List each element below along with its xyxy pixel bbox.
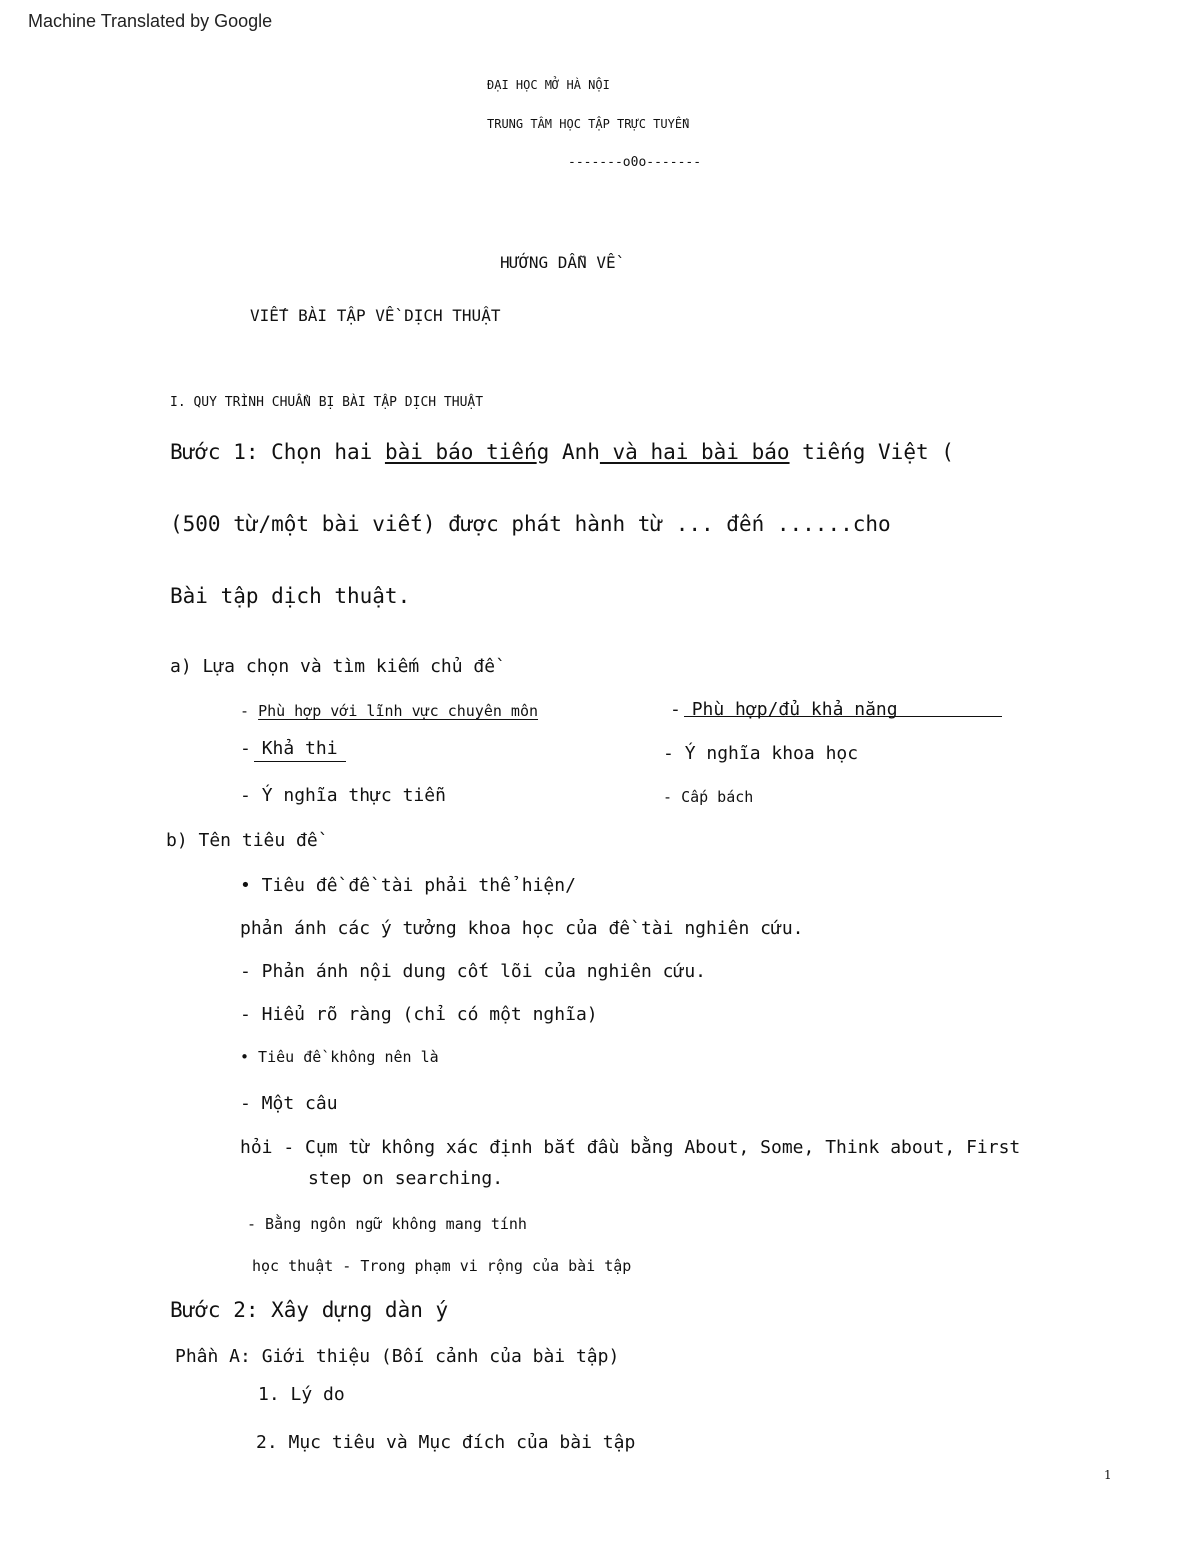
criterion-right-3 (663, 788, 753, 806)
criterion-dash: - (663, 743, 685, 764)
criterion-right-2 (663, 743, 858, 764)
part-a-heading: Phần A: Giới thiệu (Bối cảnh của bài tập) (175, 1346, 620, 1367)
title-rule-line: hỏi - Cụm từ không xác định bắt đầu bằng About, Some, Think about, First (240, 1137, 1021, 1158)
step1-line2: (500 từ/một bài viết) được phát hành từ ... đến ......cho (170, 512, 891, 536)
doc-title-line2: VIẾT BÀI TẬP VỀ DỊCH THUẬT (250, 306, 501, 325)
step1-text-a: Bước 1: Chọn hai (170, 440, 385, 464)
criterion-text: Ý nghĩa khoa học (684, 743, 859, 764)
criterion-dash: - (240, 702, 259, 720)
part-a-item: 2. Mục tiêu và Mục đích của bài tập (256, 1432, 636, 1453)
criterion-text: Ý nghĩa thực tiễn (261, 785, 446, 806)
topic-selection-heading: a) Lựa chọn và tìm kiếm chủ đề (170, 656, 496, 677)
title-rule-line: phản ánh các ý tưởng khoa học của đề tài nghiên cứu. (240, 918, 804, 939)
step1-text-d: và hai bài báo (599, 440, 790, 464)
criterion-text: Cấp bách (681, 788, 754, 806)
criterion-text: Khả thi (261, 738, 338, 759)
machine-translated-watermark: Machine Translated by Google (28, 11, 273, 31)
criterion-dash: - (240, 785, 262, 806)
title-rule-line: - Bằng ngôn ngữ không mang tính (247, 1215, 527, 1233)
criterion-text: Phù hợp/đủ khả năng (691, 699, 898, 720)
title-rule-line: - Hiểu rõ ràng (chỉ có một nghĩa) (240, 1004, 598, 1025)
criterion-left-2 (240, 738, 338, 759)
step1-text-e: tiếng Việt ( (789, 440, 954, 464)
step1-line1 (170, 440, 954, 464)
criterion-dash: - (663, 788, 682, 806)
university-name: ĐẠI HỌC MỞ HÀ NỘI (487, 78, 610, 92)
criterion-left-1 (240, 702, 538, 720)
section-heading: I. QUY TRÌNH CHUẨN BỊ BÀI TẬP DỊCH THUẬT (170, 395, 484, 410)
title-rule-line: step on searching. (308, 1168, 504, 1189)
title-rule-line: học thuật - Trong phạm vi rộng của bài tập (252, 1257, 632, 1275)
title-rule-line: - Một câu (240, 1093, 338, 1114)
doc-title-line1: HƯỚNG DẪN VỀ (500, 253, 616, 272)
page-number: 1 (1104, 1468, 1112, 1482)
center-name: TRUNG TÂM HỌC TẬP TRỰC TUYẾN (487, 117, 690, 131)
criterion-left-3 (240, 785, 446, 806)
step1-line3: Bài tập dịch thuật. (170, 584, 411, 608)
criterion-underline (254, 761, 346, 762)
title-rule-line: • Tiêu đề không nên là (240, 1048, 439, 1066)
step1-text-c: g Anh (536, 440, 600, 464)
criterion-dash: - (670, 699, 692, 720)
criterion-text: Phù hợp với lĩnh vực chuyên môn (258, 702, 539, 720)
title-rule-line: - Phản ánh nội dung cốt lõi của nghiên cứu. (240, 961, 706, 982)
part-a-item: 1. Lý do (258, 1384, 345, 1405)
title-rule-line: • Tiêu đề đề tài phải thể hiện/ (240, 875, 576, 896)
title-naming-heading: b) Tên tiêu đề (166, 830, 318, 851)
step2-heading: Bước 2: Xây dựng dàn ý (170, 1298, 449, 1322)
criterion-dash: - (240, 738, 262, 759)
step1-text-b: bài báo tiến (384, 440, 537, 464)
header-divider: -------o0o------- (568, 155, 702, 170)
criterion-underline (684, 716, 1002, 717)
